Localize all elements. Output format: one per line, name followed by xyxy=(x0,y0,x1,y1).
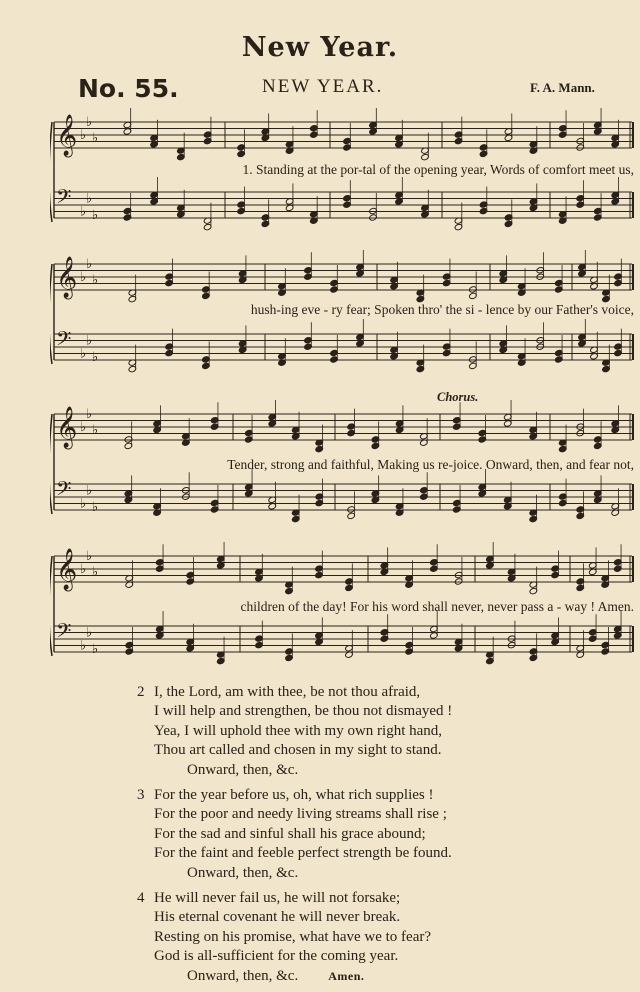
flat-icon: ♭ xyxy=(80,562,87,577)
verse-line: Resting on his promise, what have we to fear? xyxy=(154,928,432,945)
flat-icon: ♭ xyxy=(92,641,99,657)
lyric-line-1: 1. Standing at the por-tal of the opening year, Words of comfort meet us, xyxy=(242,162,634,177)
treble-clef-icon: 𝄞 xyxy=(56,549,78,590)
running-head: New Year. xyxy=(241,32,399,63)
flat-icon: ♭ xyxy=(92,349,99,365)
verse-line: He will never fail us, he will not forsake; xyxy=(154,890,401,907)
flat-icon: ♭ xyxy=(86,407,93,422)
hymn-number: No. 55. xyxy=(78,74,179,103)
verse-number: 2 xyxy=(137,684,145,700)
flat-icon: ♭ xyxy=(86,115,93,130)
flat-icon: ♭ xyxy=(80,128,87,143)
flat-icon: ♭ xyxy=(80,420,87,435)
treble-staff xyxy=(54,548,632,591)
bass-clef-icon: 𝄢 xyxy=(56,619,72,647)
flat-icon: ♭ xyxy=(92,131,99,146)
bass-clef-icon: 𝄢 xyxy=(56,477,72,505)
flat-icon: ♭ xyxy=(80,204,87,220)
flat-icon: ♭ xyxy=(92,207,99,223)
flat-icon: ♭ xyxy=(80,346,87,362)
flat-icon: ♭ xyxy=(92,499,99,515)
flat-icon: ♭ xyxy=(86,625,93,641)
flat-icon: ♭ xyxy=(92,273,99,288)
treble-clef-icon: 𝄞 xyxy=(56,115,78,156)
flat-icon: ♭ xyxy=(80,638,87,654)
verse-3 xyxy=(137,786,607,883)
verse-line: Yea, I will uphold thee with my own right hand, xyxy=(154,722,443,739)
verse-line: For the year before us, oh, what rich supplies ! xyxy=(154,787,434,804)
treble-staff xyxy=(54,114,632,157)
verse-line: I will help and strengthen, be thou not dismayed ! xyxy=(154,703,453,720)
verse-line: For the faint and feeble perfect strength be found. xyxy=(154,845,452,862)
chorus-label: Chorus. xyxy=(437,390,479,404)
flat-icon: ♭ xyxy=(86,549,93,564)
verse-line: Thou art called and chosen in my sight to stand. xyxy=(154,742,442,759)
lyric-line-4: children of the day! For his word shall never, never pass a - way ! Amen. xyxy=(240,599,634,614)
composer: F. A. Mann. xyxy=(530,80,595,95)
flat-icon: ♭ xyxy=(80,496,87,512)
bass-staff xyxy=(54,327,632,365)
verse-number: 3 xyxy=(137,787,145,804)
verses-block xyxy=(137,683,607,992)
hymn-title: NEW YEAR. xyxy=(262,76,384,97)
music-system-3 xyxy=(50,400,634,530)
verse-line: I, the Lord, am with thee, be not thou afraid, xyxy=(154,684,421,700)
flat-icon: ♭ xyxy=(86,333,93,349)
music-system-2 xyxy=(50,250,634,380)
treble-clef-icon: 𝄞 xyxy=(56,257,78,298)
flat-icon: ♭ xyxy=(80,270,87,285)
bass-staff xyxy=(54,619,632,657)
treble-staff xyxy=(54,406,632,449)
treble-staff xyxy=(54,256,632,299)
refrain-text: Onward, then, &c. xyxy=(187,967,299,984)
amen-text: Amen. xyxy=(328,968,365,983)
flat-icon: ♭ xyxy=(86,191,93,207)
bass-clef-icon: 𝄢 xyxy=(56,185,72,213)
flat-icon: ♭ xyxy=(86,483,93,499)
lyric-line-2: hush-ing eve - ry fear; Spoken thro' the si - lence by our Father's voice, xyxy=(250,302,634,317)
flat-icon: ♭ xyxy=(92,423,99,438)
bass-staff xyxy=(54,185,632,223)
verse-line: His eternal covenant he will never break. xyxy=(154,909,401,926)
verse-refrain: Onward, then, &c. xyxy=(187,761,299,778)
lyric-line-3: Tender, strong and faithful, Making us re-joice. Onward, then, and fear not, xyxy=(227,457,634,472)
verse-refrain xyxy=(137,967,607,986)
verse-number: 4 xyxy=(137,890,145,907)
verse-line: For the poor and needy living streams shall rise ; xyxy=(154,806,447,823)
verse-refrain: Onward, then, &c. xyxy=(187,864,299,881)
verse-4 xyxy=(137,889,607,986)
verse-line: For the sad and sinful shall his grace abound; xyxy=(154,825,426,842)
bass-clef-icon: 𝄢 xyxy=(56,327,72,355)
verse-line: God is all-sufficient for the coming year. xyxy=(154,948,399,965)
treble-clef-icon: 𝄞 xyxy=(56,407,78,448)
bass-staff xyxy=(54,477,632,515)
music-system-1 xyxy=(50,108,634,240)
flat-icon: ♭ xyxy=(86,257,93,272)
flat-icon: ♭ xyxy=(92,565,99,580)
music-system-4 xyxy=(50,542,634,672)
verse-2 xyxy=(137,683,607,780)
